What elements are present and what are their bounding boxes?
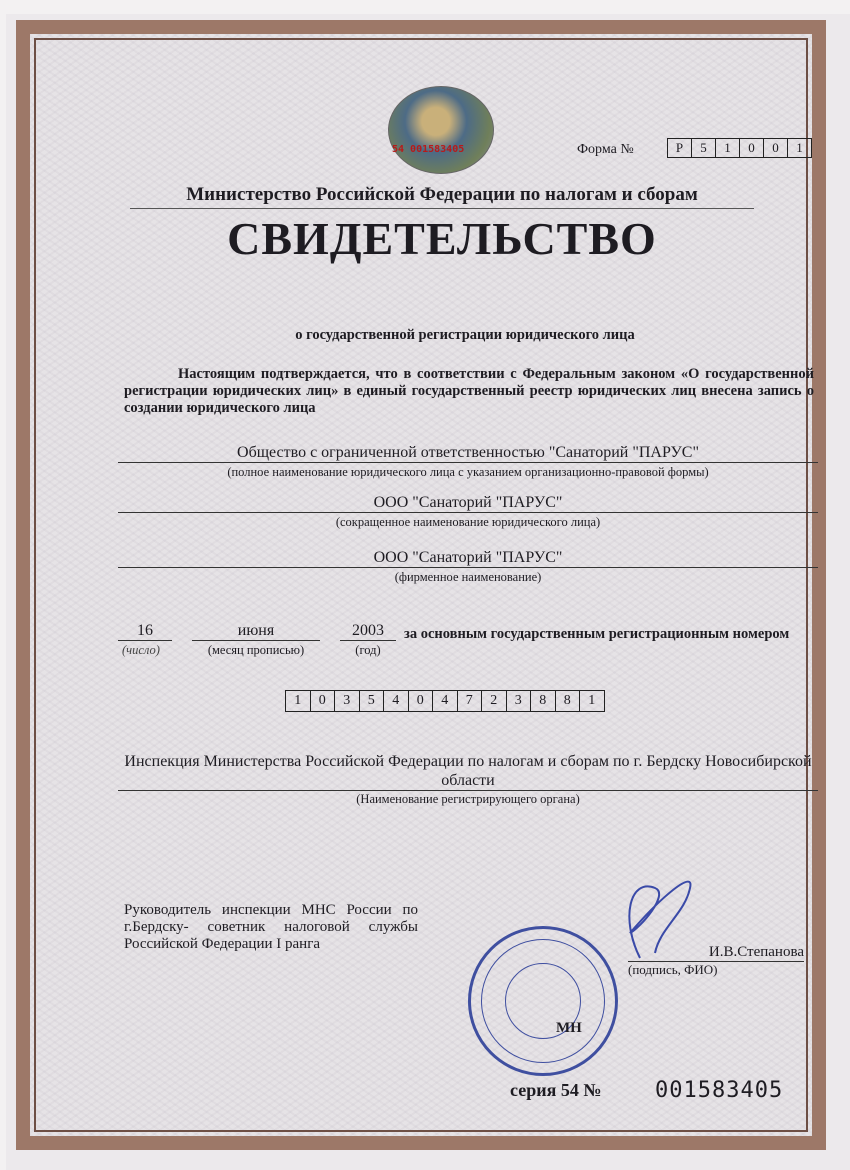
statement-paragraph	[124, 366, 814, 417]
ogrn-digit: 0	[310, 691, 335, 711]
form-code-cell: 0	[763, 139, 787, 157]
ogrn-digit: 5	[359, 691, 384, 711]
ogrn-digit: 1	[294, 693, 302, 708]
short-name-caption: (сокращенное наименование юридического лица)	[335, 515, 601, 529]
ogrn-digit: 7	[457, 691, 482, 711]
full-name-value: Общество с ограниченной ответственностью "Санаторий "ПАРУС"	[118, 444, 818, 463]
document-subtitle: о государственной регистрации юридического лица	[295, 327, 635, 343]
firm-name-value: ООО "Санаторий "ПАРУС"	[118, 549, 818, 568]
ogrn-digit: 8	[555, 691, 580, 711]
ogrn-digit: 3	[334, 691, 359, 711]
ogrn-digit: 4	[383, 691, 408, 711]
registration-month-caption: (месяц прописью)	[207, 643, 305, 657]
ogrn-label: за основным государственным регистрационным номером	[404, 626, 790, 642]
ogrn-number-box	[285, 690, 605, 712]
full-name-caption: (полное наименование юридического лица с указанием организационно-правовой формы)	[227, 465, 709, 479]
signer-name: И.В.Степанова	[628, 944, 804, 962]
firm-name-caption: (фирменное наименование)	[394, 570, 542, 584]
ogrn-digit: 4	[432, 691, 457, 711]
statement-text: Настоящим подтверждается, что в соответствии с Федеральным законом «О государственной регистрации юридических лиц» в единый государственный реестр юридических лиц внесена запись о создании юридического лица	[124, 366, 814, 416]
ogrn-digit: 2	[481, 691, 506, 711]
form-code-cell: 1	[715, 139, 739, 157]
form-code-box	[667, 138, 812, 158]
registering-authority: Инспекция Министерства Российской Федерации по налогам и сборам по г. Бердску Новосибирской области	[118, 752, 818, 791]
form-code-cell: Р	[675, 140, 684, 155]
ogrn-digit: 8	[530, 691, 555, 711]
registration-day-caption: (число)	[122, 643, 160, 657]
registration-year: 2003	[340, 622, 396, 641]
ogrn-digit: 0	[408, 691, 433, 711]
form-code-cell: 0	[739, 139, 763, 157]
ogrn-digit: 3	[506, 691, 531, 711]
form-code-cell: 1	[787, 139, 811, 157]
official-stamp	[468, 926, 618, 1076]
registration-month: июня	[192, 622, 320, 641]
hologram-number: 54 001583405	[392, 144, 465, 155]
form-code-cell: 5	[691, 139, 715, 157]
signer-caption: (подпись, ФИО)	[628, 962, 718, 977]
head-of-inspection: Руководитель инспекции МНС России по г.Бердску- советник налоговой службы Российской Федерации I ранга	[124, 902, 418, 952]
serial-label: серия 54 №	[510, 1080, 602, 1100]
stamp-text: МН	[556, 1020, 582, 1036]
registration-day: 16	[118, 622, 172, 641]
document-title: СВИДЕТЕЛЬСТВО	[227, 213, 657, 264]
ministry-name: Министерство Российской Федерации по налогам и сборам	[130, 184, 754, 209]
ogrn-digit: 1	[579, 691, 604, 711]
short-name-value: ООО "Санаторий "ПАРУС"	[118, 494, 818, 513]
serial-number: 001583405	[655, 1078, 784, 1103]
registering-authority-caption: (Наименование регистрирующего органа)	[356, 792, 580, 806]
registration-year-caption: (год)	[355, 643, 381, 657]
hologram-seal	[388, 86, 494, 174]
form-label: Форма №	[577, 142, 634, 157]
